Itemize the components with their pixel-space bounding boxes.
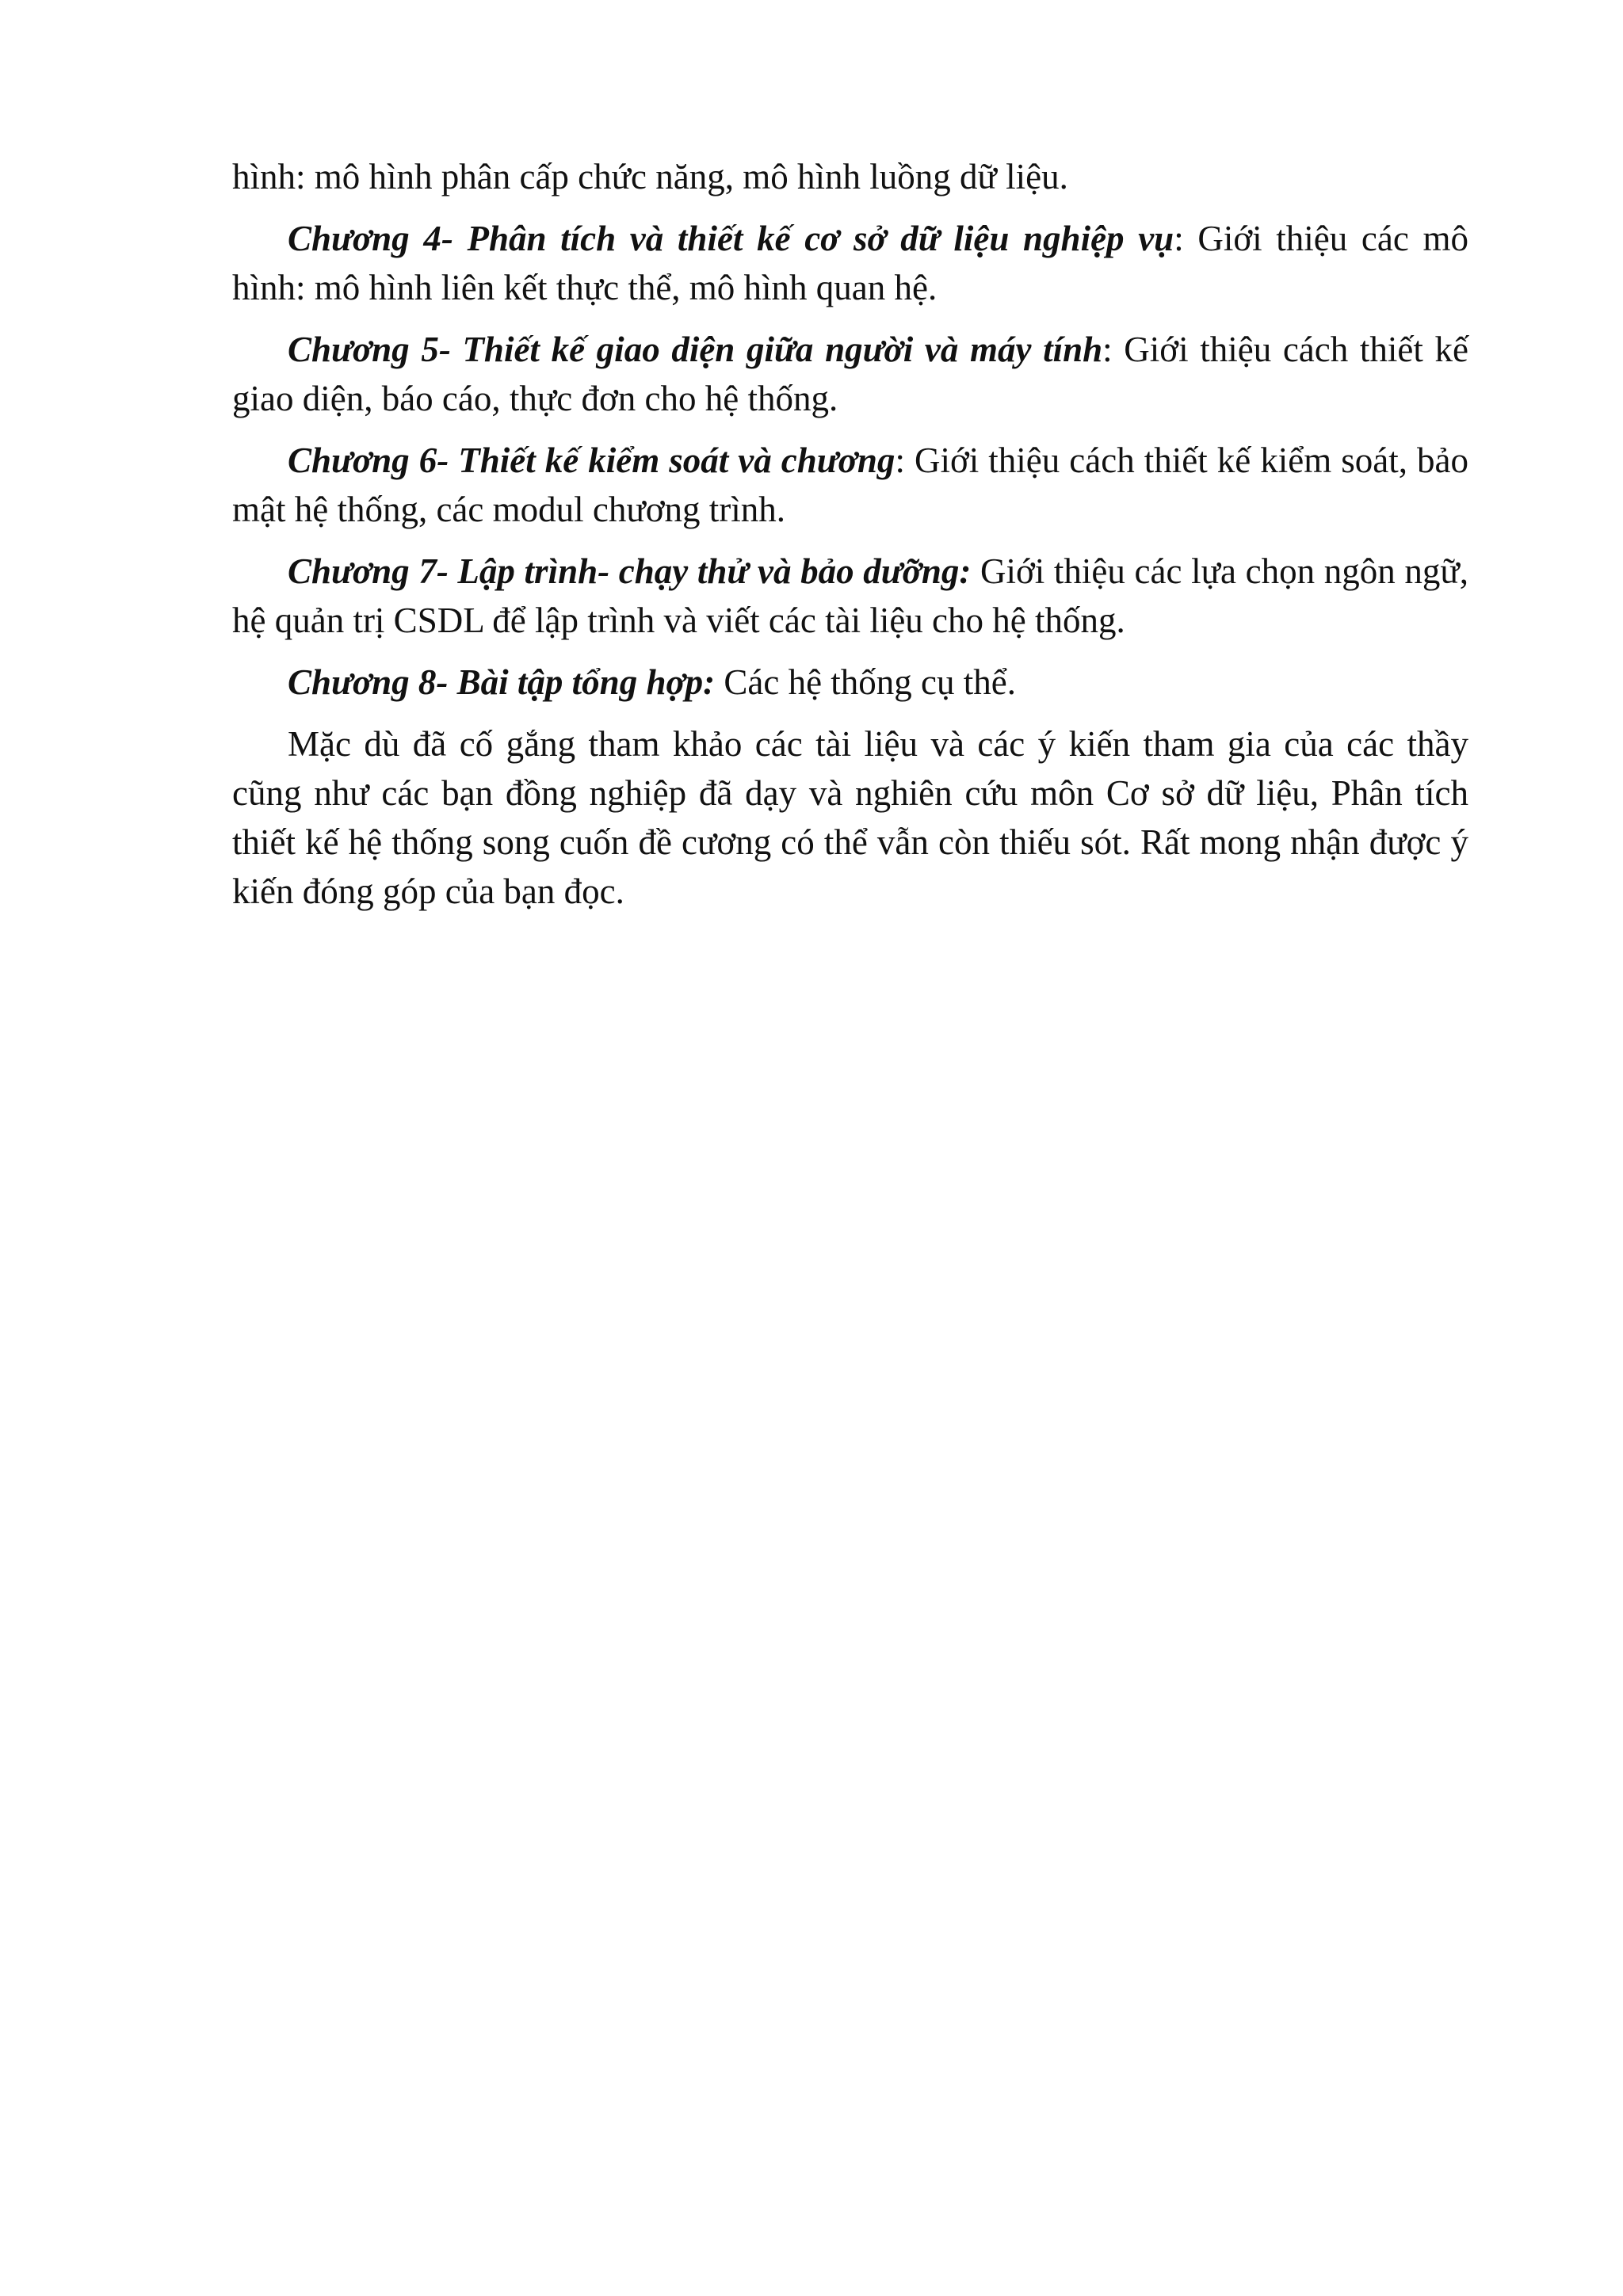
chapter-4-description: : Giới thiệu các mô hình: mô hình liên kết thực thể, mô hình quan hệ. [232,219,1468,307]
paragraph-continuation [232,152,1468,201]
chapter-8-description: Các hệ thống cụ thể. [715,662,1017,702]
chapter-7-description: Giới thiệu các lựa chọn ngôn ngữ, hệ quản trị CSDL để lập trình và viết các tài liệu cho hệ thống. [232,551,1468,640]
paragraph-chapter-7 [232,547,1468,645]
chapter-5-heading: Chương 5- Thiết kế giao diện giữa người và máy tính [288,330,1103,369]
chapter-7-heading: Chương 7- Lập trình- chạy thử và bảo dưỡng: [288,551,972,591]
paragraph-chapter-5 [232,325,1468,423]
chapter-4-heading: Chương 4- Phân tích và thiết kế cơ sở dữ liệu nghiệp vụ [288,219,1174,258]
closing-text: Mặc dù đã cố gắng tham khảo các tài liệu và các ý kiến tham gia của các thầy cũng như các bạn đồng nghiệp đã dạy và nghiên cứu môn Cơ sở dữ liệu, Phân tích thiết kế hệ thống song cuốn đề cương có thể vẫn còn thiếu sót. Rất mong nhận được ý kiến đóng góp của bạn đọc. [232,724,1468,911]
paragraph-text: hình: mô hình phân cấp chức năng, mô hình luồng dữ liệu. [232,157,1068,196]
paragraph-closing [232,719,1468,916]
chapter-5-description: : Giới thiệu cách thiết kế giao diện, báo cáo, thực đơn cho hệ thống. [232,330,1468,418]
paragraph-chapter-8 [232,658,1468,707]
chapter-8-heading: Chương 8- Bài tập tổng hợp: [288,662,716,702]
chapter-6-heading: Chương 6- Thiết kế kiểm soát và chương [288,441,896,480]
document-body [232,152,1468,929]
paragraph-chapter-4 [232,214,1468,312]
paragraph-chapter-6 [232,436,1468,534]
chapter-6-description: : Giới thiệu cách thiết kế kiểm soát, bảo mật hệ thống, các modul chương trình. [232,441,1469,529]
